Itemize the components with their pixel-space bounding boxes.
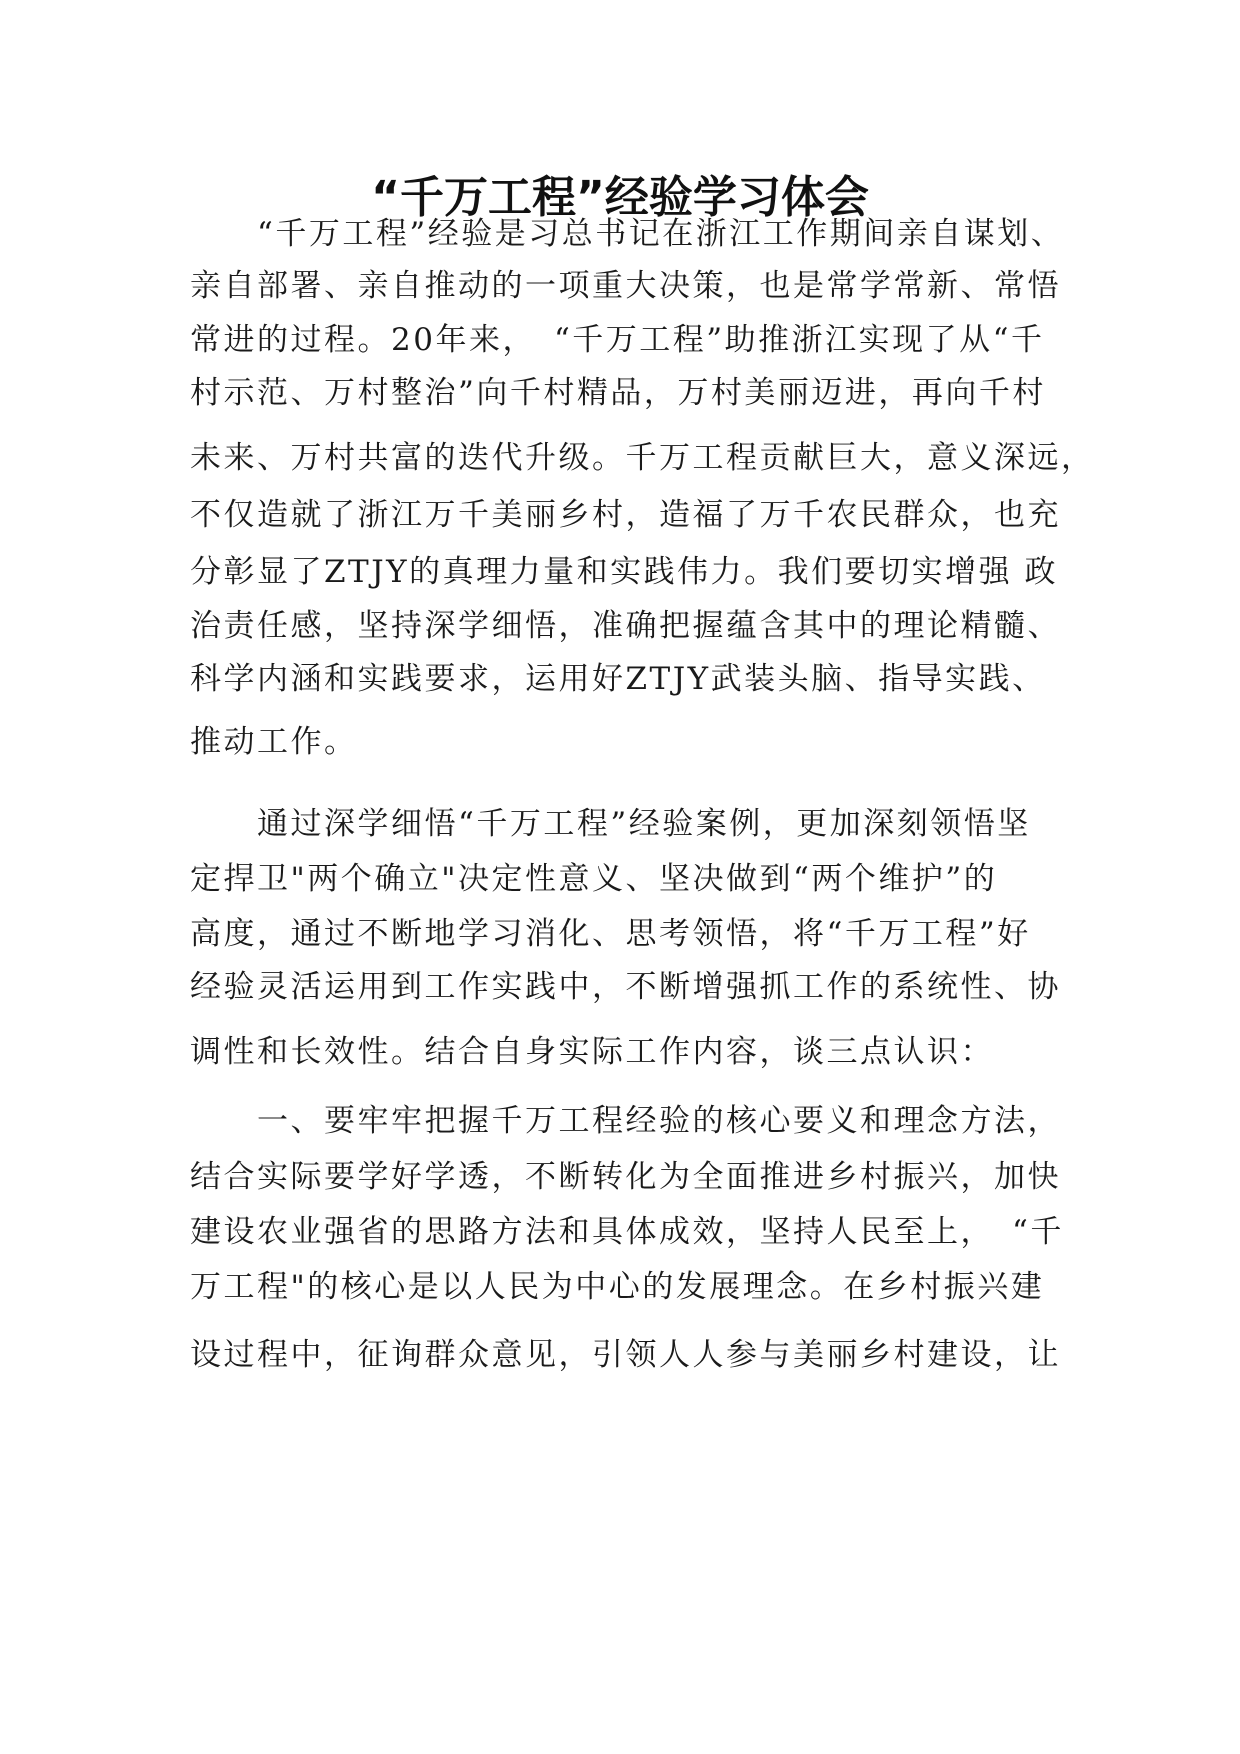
body-line: 治责任感，坚持深学细悟，准确把握蕴含其中的理论精髓、 xyxy=(190,608,1061,644)
body-line: 不仅造就了浙江万千美丽乡村，造福了万千农民群众，也充 xyxy=(190,497,1061,533)
document-title: “千万工程”经验学习体会 xyxy=(371,172,869,223)
body-line: “千万工程”经验是习总书记在浙江工作期间亲自谋划、 xyxy=(190,216,1065,252)
body-line: 未来、万村共富的迭代升级。千万工程贡献巨大，意义深远， xyxy=(190,440,1095,476)
body-line: 推动工作。 xyxy=(190,724,358,760)
body-line: 万工程"的核心是以人民为中心的发展理念。在乡村振兴建 xyxy=(190,1269,1045,1305)
body-line: 建设农业强省的思路方法和具体成效，坚持人民至上， “千 xyxy=(190,1214,1064,1250)
body-line: 结合实际要学好学透，不断转化为全面推进乡村振兴，加快 xyxy=(190,1159,1061,1195)
body-line: 定捍卫"两个确立"决定性意义、坚决做到“两个维护”的 xyxy=(190,861,998,897)
body-line: 亲自部署、亲自推动的一项重大决策，也是常学常新、常悟 xyxy=(190,268,1061,304)
body-line: 设过程中，征询群众意见，引领人人参与美丽乡村建设，让 xyxy=(190,1337,1061,1373)
body-line: 科学内涵和实践要求，运用好ZTJY武装头脑、指导实践、 xyxy=(190,661,1046,697)
body-line: 一、要牢牢把握千万工程经验的核心要义和理念方法， xyxy=(190,1103,1061,1139)
body-line: 常进的过程。20年来， “千万工程”助推浙江实现了从“千 xyxy=(190,322,1045,358)
body-line: 调性和长效性。结合自身实际工作内容，谈三点认识： xyxy=(190,1034,994,1070)
body-line: 经验灵活运用到工作实践中，不断增强抓工作的系统性、协 xyxy=(190,969,1061,1005)
body-line: 通过深学细悟“千万工程”经验案例，更加深刻领悟坚 xyxy=(190,806,1031,842)
body-line: 分彰显了ZTJY的真理力量和实践伟力。我们要切实增强 政 xyxy=(190,554,1058,590)
body-line: 高度，通过不断地学习消化、思考领悟，将“千万工程”好 xyxy=(190,916,1031,952)
body-line: 村示范、万村整治”向千村精品，万村美丽迈进，再向千村 xyxy=(190,375,1046,411)
